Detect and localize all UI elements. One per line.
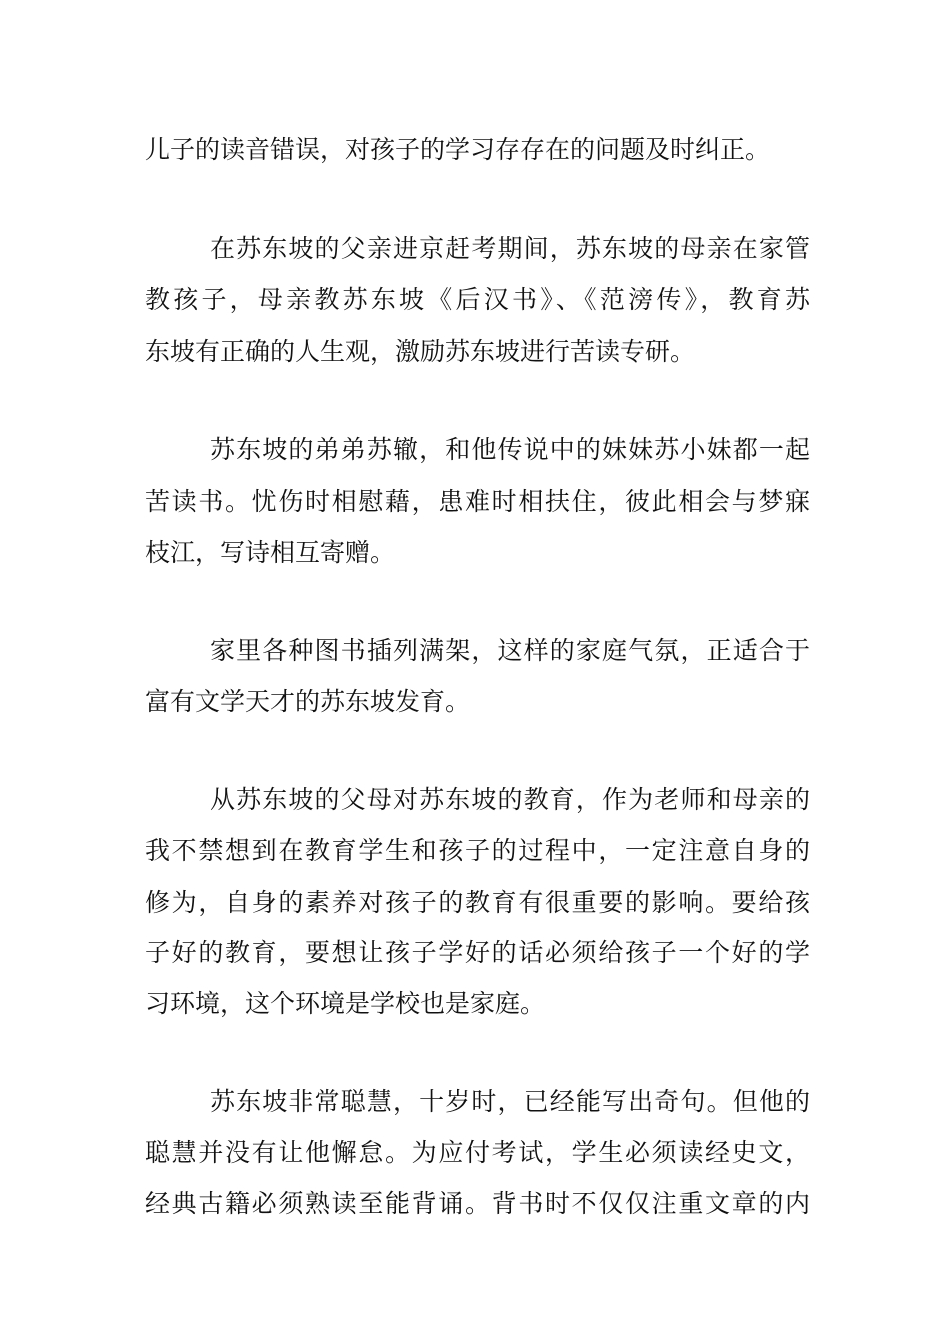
paragraph-line: 苦读书。忧伤时相慰藉，患难时相扶住，彼此相会与梦寐 [145,487,810,516]
paragraph-line: 教孩子，母亲教苏东坡《后汉书》、《范滂传》，教育苏 [145,285,810,314]
paragraph-line: 富有文学天才的苏东坡发育。 [145,687,471,716]
paragraph-line: 习环境，这个环境是学校也是家庭。 [145,989,546,1018]
paragraph-line: 枝江，写诗相互寄赠。 [145,538,396,567]
paragraph-line: 家里各种图书插列满架，这样的家庭气氛，正适合于 [210,636,810,665]
paragraph-line: 苏东坡的弟弟苏辙，和他传说中的妹妹苏小妹都一起 [210,435,810,464]
paragraph-line: 从苏东坡的父母对苏东坡的教育，作为老师和母亲的 [210,785,810,814]
paragraph-line: 东坡有正确的人生观，激励苏东坡进行苦读专研。 [145,337,696,366]
paragraph-line: 聪慧并没有让他懈怠。为应付考试，学生必须读经史文， [145,1138,810,1167]
paragraph-line: 经典古籍必须熟读至能背诵。背书时不仅仅注重文章的内 [145,1189,810,1218]
paragraph-line: 儿子的读音错误，对孩子的学习存存在的问题及时纠正。 [145,135,771,164]
paragraph-line: 修为，自身的素养对孩子的教育有很重要的影响。要给孩 [145,888,810,917]
paragraph-line: 在苏东坡的父亲进京赶考期间，苏东坡的母亲在家管 [210,234,810,263]
paragraph-line: 子好的教育，要想让孩子学好的话必须给孩子一个好的学 [145,938,810,967]
paragraph-line: 苏东坡非常聪慧，十岁时，已经能写出奇句。但他的 [210,1087,810,1116]
paragraph-line: 我不禁想到在教育学生和孩子的过程中，一定注意自身的 [145,836,810,865]
